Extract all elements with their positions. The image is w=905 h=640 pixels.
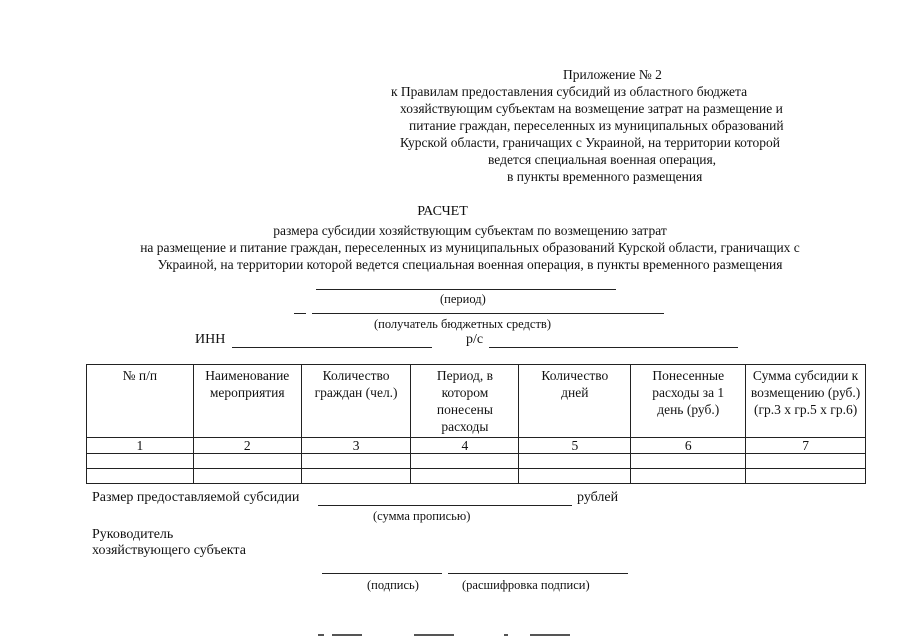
subsidy-unit: рублей (577, 490, 619, 505)
table-cell[interactable] (746, 469, 866, 484)
table-cell[interactable] (193, 454, 301, 469)
column-number: 1 (87, 438, 194, 454)
table-cell[interactable] (301, 454, 411, 469)
table-number-row (87, 438, 866, 454)
table-cell[interactable] (87, 469, 194, 484)
column-number: 2 (193, 438, 301, 454)
document-subtitle-line: Украиной, на территории которой ведется специальная военная операция, в пункты временного размещения (157, 257, 783, 272)
annex-title: Приложение № 2 (563, 67, 662, 82)
column-number: 7 (746, 438, 866, 454)
document-title: РАСЧЕТ (417, 204, 468, 219)
table-cell[interactable] (631, 454, 746, 469)
column-header: Количество дней (519, 365, 631, 438)
signature-field[interactable] (322, 573, 442, 574)
column-header: Количество граждан (чел.) (301, 365, 411, 438)
table-cell[interactable] (519, 469, 631, 484)
annex-line: питание граждан, переселенных из муниципальных образований (409, 118, 784, 133)
column-header: Наименование мероприятия (193, 365, 301, 438)
table-cell[interactable] (411, 454, 519, 469)
column-header: Понесенные расходы за 1 день (руб.) (631, 365, 746, 438)
annex-line: в пункты временного размещения (507, 169, 703, 184)
recipient-line-dash (294, 313, 306, 314)
inn-label: ИНН (195, 332, 226, 347)
subsidy-amount-field[interactable] (318, 505, 572, 506)
period-caption: (период) (440, 292, 486, 306)
period-line[interactable] (316, 289, 616, 290)
signature-caption: (подпись) (367, 578, 419, 592)
table-cell[interactable] (193, 469, 301, 484)
subsidy-label: Размер предоставляемой субсидии (92, 490, 300, 505)
column-number: 4 (411, 438, 519, 454)
signer-role-line2: хозяйствующего субъекта (92, 543, 246, 558)
bottom-scan-artifact (318, 632, 598, 638)
table-header-row (87, 365, 866, 438)
recipient-line[interactable] (312, 313, 664, 314)
annex-line: хозяйствующим субъектам на возмещение затрат на размещение и (400, 101, 783, 116)
annex-line: к Правилам предоставления субсидий из областного бюджета (391, 84, 748, 99)
table-cell[interactable] (746, 454, 866, 469)
table-cell[interactable] (87, 454, 194, 469)
signature-decode-caption: (расшифровка подписи) (462, 578, 590, 592)
subsidy-table (86, 364, 866, 484)
table-cell[interactable] (411, 469, 519, 484)
recipient-caption: (получатель бюджетных средств) (374, 317, 551, 331)
subsidy-caption: (сумма прописью) (373, 509, 471, 523)
table-cell[interactable] (631, 469, 746, 484)
account-label: р/с (466, 332, 484, 347)
table-cell[interactable] (519, 454, 631, 469)
column-number: 3 (301, 438, 411, 454)
table-row (87, 469, 866, 484)
account-field[interactable] (489, 347, 738, 348)
signer-role: Руководитель (92, 527, 174, 542)
annex-line: ведется специальная военная операция, (488, 152, 717, 167)
document-subtitle-line: размера субсидии хозяйствующим субъектам по возмещению затрат (273, 223, 667, 238)
column-number: 5 (519, 438, 631, 454)
table-row (87, 454, 866, 469)
column-number: 6 (631, 438, 746, 454)
column-header: № п/п (87, 365, 194, 438)
table-cell[interactable] (301, 469, 411, 484)
document-subtitle-line: на размещение и питание граждан, переселенных из муниципальных образований Курской области, граничащих с (140, 240, 800, 255)
column-header: Период, в котором понесены расходы (411, 365, 519, 438)
signature-decode-field[interactable] (448, 573, 628, 574)
annex-line: Курской области, граничащих с Украиной, на территории которой (400, 135, 780, 150)
column-header: Сумма субсидии к возмещению (руб.) (гр.3 х гр.5 х гр.6) (746, 365, 866, 438)
inn-field[interactable] (232, 347, 432, 348)
